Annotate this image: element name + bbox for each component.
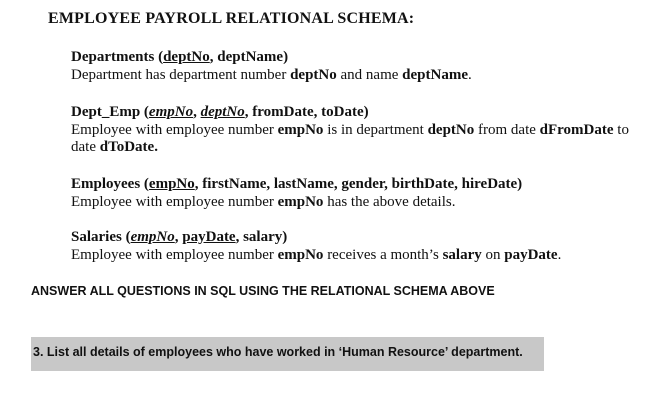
paren-open: ( (121, 229, 131, 245)
employees-schema (71, 176, 641, 194)
primary-key-empNo: empNo (148, 176, 195, 192)
desc-text: Employee with employee number (71, 121, 278, 138)
key-payDate: payDate (182, 229, 236, 245)
desc-term: empNo (277, 193, 324, 210)
paren-open: ( (140, 104, 149, 120)
salaries-schema (71, 229, 641, 247)
primary-key-deptNo: deptNo (163, 49, 210, 65)
separator: , (174, 229, 183, 245)
departments-schema (71, 49, 641, 67)
separator: , (193, 104, 201, 120)
dept-emp-schema (71, 104, 641, 122)
salaries-relation (71, 229, 641, 264)
desc-text: has the above details. (323, 193, 456, 210)
schema-title: EMPLOYEE PAYROLL RELATIONAL SCHEMA: (48, 10, 415, 27)
desc-text: Employee with employee number (71, 246, 278, 263)
desc-text: Department has department number (71, 66, 291, 83)
relation-name: Employees (71, 176, 141, 192)
attributes: , fromDate, toDate) (244, 104, 369, 120)
desc-text: . (557, 246, 562, 263)
instruction-text: ANSWER ALL QUESTIONS IN SQL USING THE RELATIONAL SCHEMA ABOVE (31, 284, 495, 298)
desc-text: from date (474, 121, 540, 138)
desc-text: and name (336, 66, 403, 83)
key-empNo: empNo (148, 104, 194, 120)
desc-text: to date (71, 121, 629, 155)
desc-term: dFromDate (539, 121, 614, 138)
desc-text: on (481, 246, 505, 263)
dept-emp-relation (71, 104, 641, 157)
relation-name: Dept_Emp (71, 104, 141, 120)
attributes: , deptName) (209, 49, 289, 65)
question-highlight (31, 337, 544, 371)
key-empNo: empNo (130, 229, 175, 245)
dept-emp-description (71, 122, 641, 157)
salaries-description (71, 247, 641, 265)
attributes: , salary) (235, 229, 288, 245)
desc-term: salary (442, 246, 482, 263)
paren-open: ( (154, 49, 164, 65)
desc-term: dToDate. (99, 139, 158, 155)
attributes: , firstName, lastName, gender, birthDate, hireDate) (194, 176, 523, 192)
desc-term: deptNo (427, 121, 475, 138)
key-deptNo: deptNo (200, 104, 245, 120)
desc-text: is in department (323, 121, 428, 138)
relation-name: Departments (71, 49, 155, 65)
paren-open: ( (140, 176, 149, 192)
question-text: 3. List all details of employees who have worked in ‘Human Resource’ department. (33, 345, 523, 359)
desc-term: deptNo (290, 66, 337, 83)
desc-term: deptName (402, 66, 468, 83)
desc-text: receives a month’s (323, 246, 443, 263)
departments-description (71, 67, 641, 85)
relation-name: Salaries (71, 229, 122, 245)
desc-term: empNo (277, 246, 324, 263)
desc-text: . (467, 66, 472, 83)
employees-relation (71, 176, 641, 211)
departments-relation (71, 49, 641, 84)
employees-description (71, 194, 641, 212)
desc-text: Employee with employee number (71, 193, 278, 210)
desc-term: payDate (504, 246, 558, 263)
desc-term: empNo (277, 121, 324, 138)
